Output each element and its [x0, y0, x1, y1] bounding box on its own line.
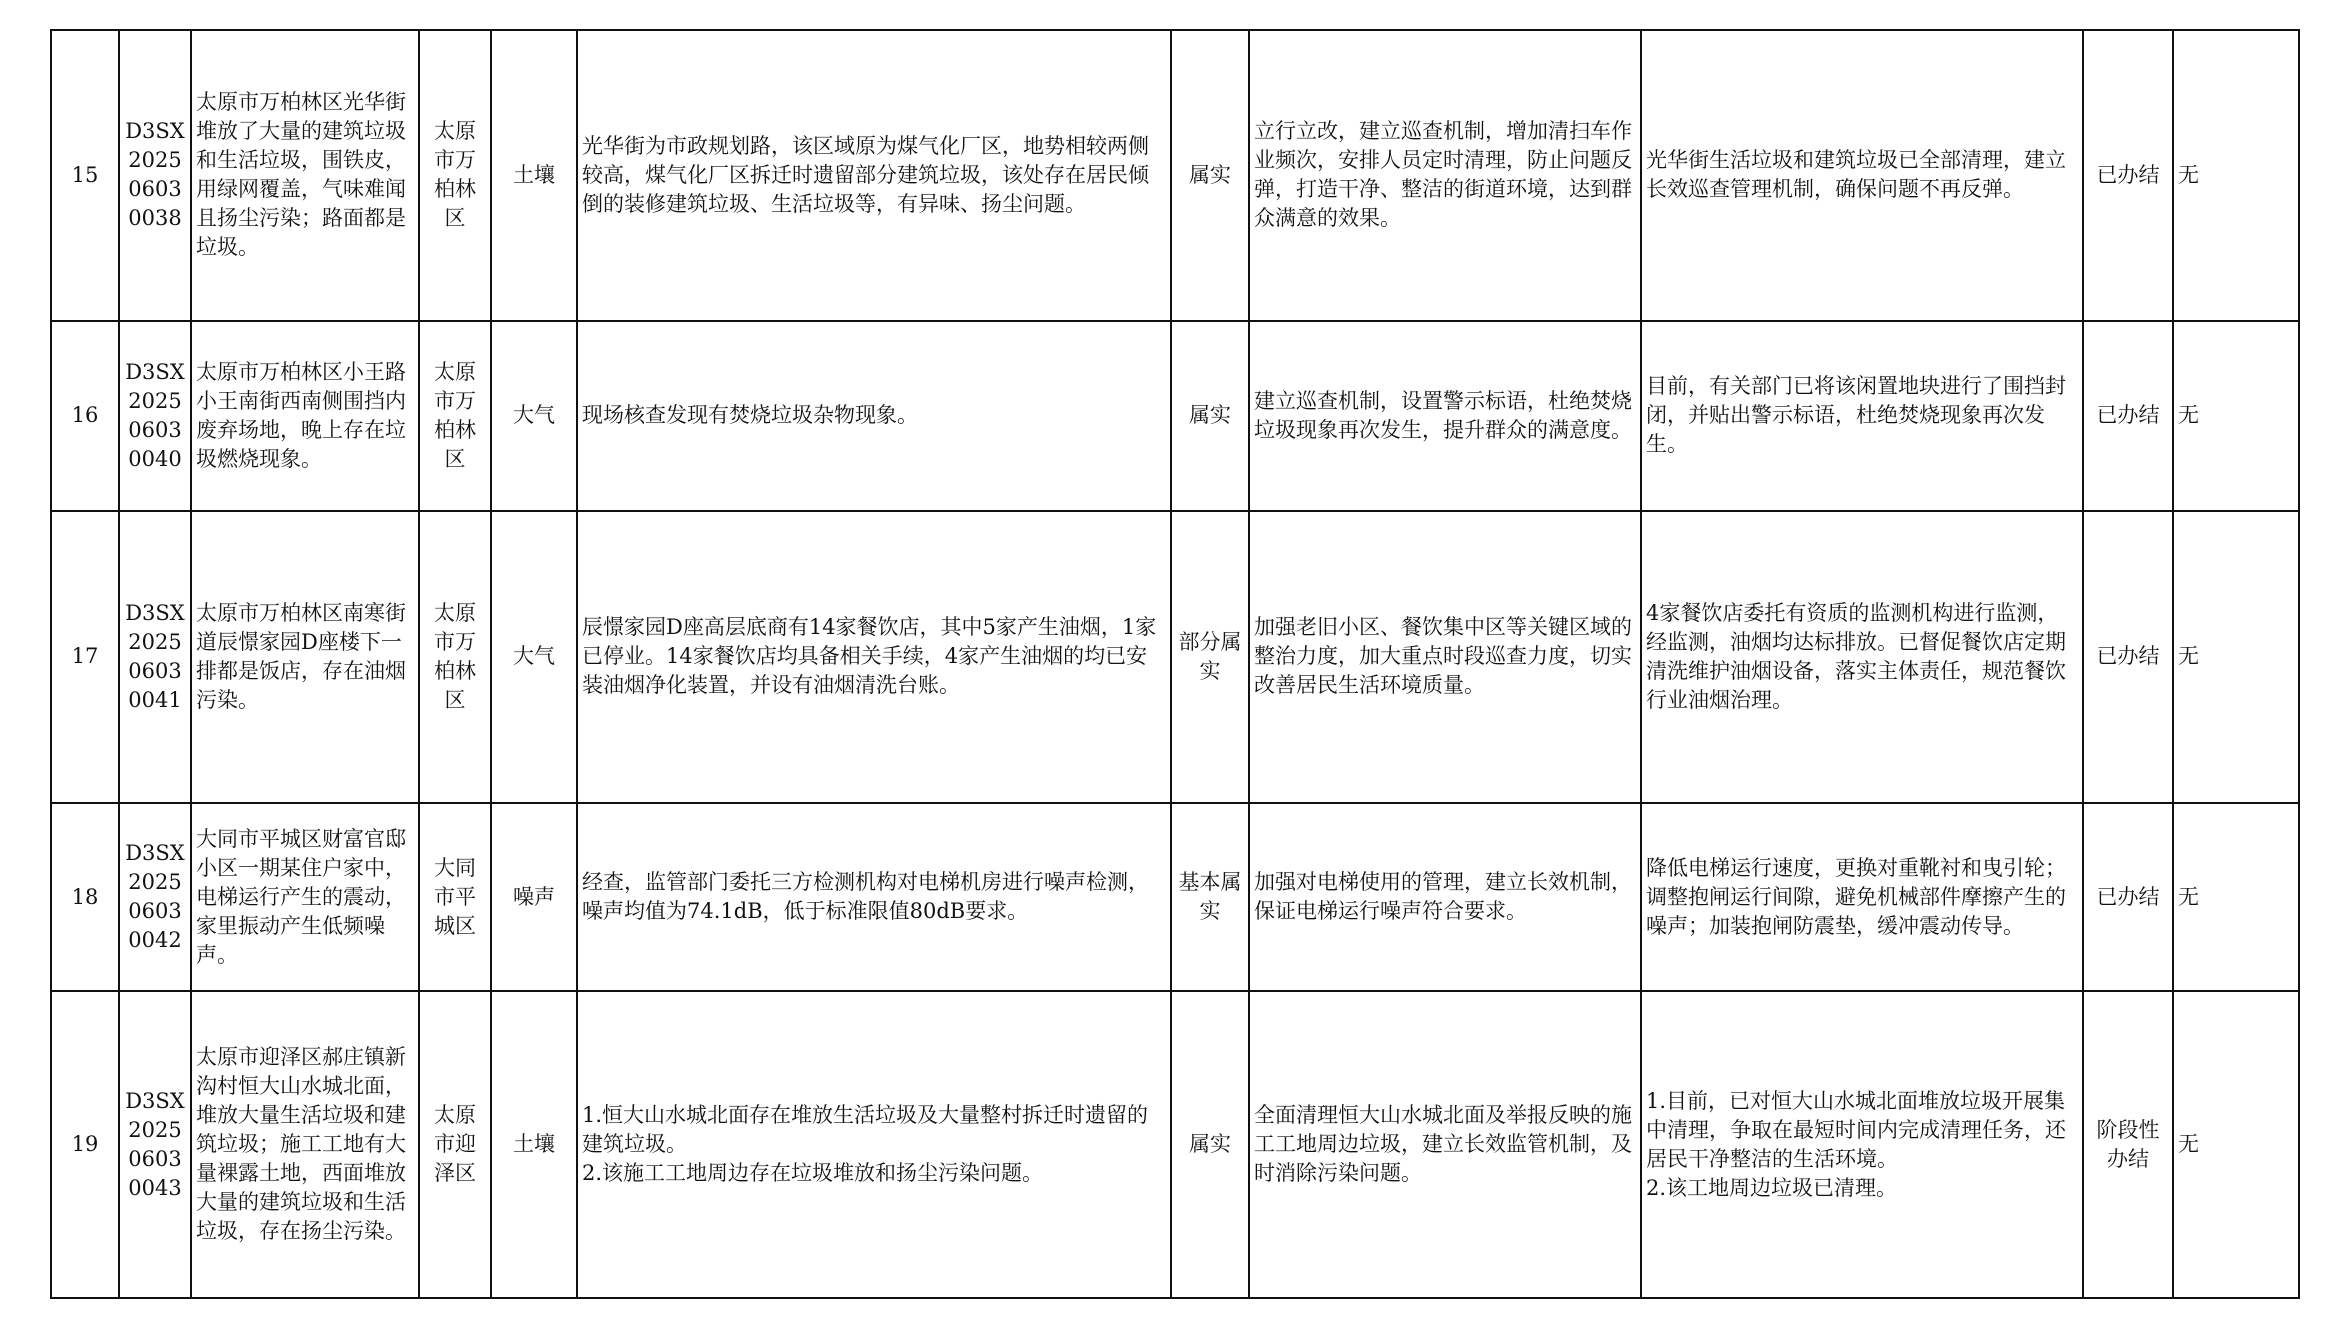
verification-verdict: 属实: [1171, 991, 1249, 1298]
closure-status: 已办结: [2083, 511, 2173, 804]
case-code: D3SX202506030038: [119, 30, 191, 321]
closure-status: 已办结: [2083, 30, 2173, 321]
row-number: 19: [51, 991, 119, 1298]
accountability: 无: [2173, 321, 2299, 511]
pollution-category: 土壤: [491, 991, 577, 1298]
rectification-measures: 全面清理恒大山水城北面及举报反映的施工工地周边垃圾，建立长效监管机制，及时消除污染问题。: [1249, 991, 1641, 1298]
investigation-result: 辰憬家园D座高层底商有14家餐饮店，其中5家产生油烟，1家已停业。14家餐饮店均具备相关手续，4家产生油烟的均已安装油烟净化装置，并设有油烟清洗台账。: [577, 511, 1171, 804]
table-row: [51, 803, 2299, 991]
table-row: [51, 991, 2299, 1298]
admin-region: 太原市迎泽区: [419, 991, 491, 1298]
admin-region: 大同市平城区: [419, 803, 491, 991]
complaint-table-page: [50, 29, 2298, 1299]
table-row: [51, 30, 2299, 321]
rectification-measures: 建立巡查机制，设置警示标语，杜绝焚烧垃圾现象再次发生，提升群众的满意度。: [1249, 321, 1641, 511]
verification-verdict: 属实: [1171, 321, 1249, 511]
table-row: [51, 511, 2299, 804]
rectification-measures: 立行立改，建立巡查机制，增加清扫车作业频次，安排人员定时清理，防止问题反弹，打造干净、整洁的街道环境，达到群众满意的效果。: [1249, 30, 1641, 321]
row-number: 17: [51, 511, 119, 804]
row-number: 16: [51, 321, 119, 511]
investigation-result: 光华街为市政规划路，该区域原为煤气化厂区，地势相较两侧较高，煤气化厂区拆迁时遗留部分建筑垃圾，该处存在居民倾倒的装修建筑垃圾、生活垃圾等，有异味、扬尘问题。: [577, 30, 1171, 321]
admin-region: 太原市万柏林区: [419, 30, 491, 321]
rectification-progress: 1.目前，已对恒大山水城北面堆放垃圾开展集中清理，争取在最短时间内完成清理任务，还居民干净整洁的生活环境。 2.该工地周边垃圾已清理。: [1641, 991, 2083, 1298]
pollution-category: 土壤: [491, 30, 577, 321]
verification-verdict: 基本属实: [1171, 803, 1249, 991]
rectification-progress: 光华街生活垃圾和建筑垃圾已全部清理，建立长效巡查管理机制，确保问题不再反弹。: [1641, 30, 2083, 321]
rectification-progress: 目前，有关部门已将该闲置地块进行了围挡封闭，并贴出警示标语，杜绝焚烧现象再次发生。: [1641, 321, 2083, 511]
complaint-content: 太原市迎泽区郝庄镇新沟村恒大山水城北面，堆放大量生活垃圾和建筑垃圾；施工工地有大量裸露土地，西面堆放大量的建筑垃圾和生活垃圾，存在扬尘污染。: [191, 991, 419, 1298]
accountability: 无: [2173, 511, 2299, 804]
rectification-progress: 4家餐饮店委托有资质的监测机构进行监测，经监测，油烟均达标排放。已督促餐饮店定期清洗维护油烟设备，落实主体责任，规范餐饮行业油烟治理。: [1641, 511, 2083, 804]
case-code: D3SX202506030040: [119, 321, 191, 511]
admin-region: 太原市万柏林区: [419, 321, 491, 511]
accountability: 无: [2173, 30, 2299, 321]
accountability: 无: [2173, 991, 2299, 1298]
closure-status: 已办结: [2083, 803, 2173, 991]
complaint-content: 太原市万柏林区小王路小王南街西南侧围挡内废弃场地，晚上存在垃圾燃烧现象。: [191, 321, 419, 511]
row-number: 18: [51, 803, 119, 991]
table-row: [51, 321, 2299, 511]
row-number: 15: [51, 30, 119, 321]
rectification-measures: 加强老旧小区、餐饮集中区等关键区域的整治力度，加大重点时段巡查力度，切实改善居民生活环境质量。: [1249, 511, 1641, 804]
complaint-table: [50, 29, 2300, 1299]
pollution-category: 大气: [491, 321, 577, 511]
complaint-content: 太原市万柏林区光华街堆放了大量的建筑垃圾和生活垃圾，围铁皮，用绿网覆盖，气味难闻且扬尘污染；路面都是垃圾。: [191, 30, 419, 321]
complaint-content: 太原市万柏林区南寒街道辰憬家园D座楼下一排都是饭店，存在油烟污染。: [191, 511, 419, 804]
investigation-result: 经查，监管部门委托三方检测机构对电梯机房进行噪声检测，噪声均值为74.1dB，低于标准限值80dB要求。: [577, 803, 1171, 991]
case-code: D3SX202506030043: [119, 991, 191, 1298]
verification-verdict: 属实: [1171, 30, 1249, 321]
pollution-category: 大气: [491, 511, 577, 804]
closure-status: 阶段性办结: [2083, 991, 2173, 1298]
case-code: D3SX202506030042: [119, 803, 191, 991]
accountability: 无: [2173, 803, 2299, 991]
pollution-category: 噪声: [491, 803, 577, 991]
case-code: D3SX202506030041: [119, 511, 191, 804]
rectification-measures: 加强对电梯使用的管理，建立长效机制，保证电梯运行噪声符合要求。: [1249, 803, 1641, 991]
admin-region: 太原市万柏林区: [419, 511, 491, 804]
complaint-content: 大同市平城区财富官邸小区一期某住户家中，电梯运行产生的震动，家里振动产生低频噪声。: [191, 803, 419, 991]
investigation-result: 现场核查发现有焚烧垃圾杂物现象。: [577, 321, 1171, 511]
rectification-progress: 降低电梯运行速度，更换对重靴衬和曳引轮；调整抱闸运行间隙，避免机械部件摩擦产生的噪声；加装抱闸防震垫，缓冲震动传导。: [1641, 803, 2083, 991]
verification-verdict: 部分属实: [1171, 511, 1249, 804]
investigation-result: 1.恒大山水城北面存在堆放生活垃圾及大量整村拆迁时遗留的建筑垃圾。 2.该施工工地周边存在垃圾堆放和扬尘污染问题。: [577, 991, 1171, 1298]
closure-status: 已办结: [2083, 321, 2173, 511]
